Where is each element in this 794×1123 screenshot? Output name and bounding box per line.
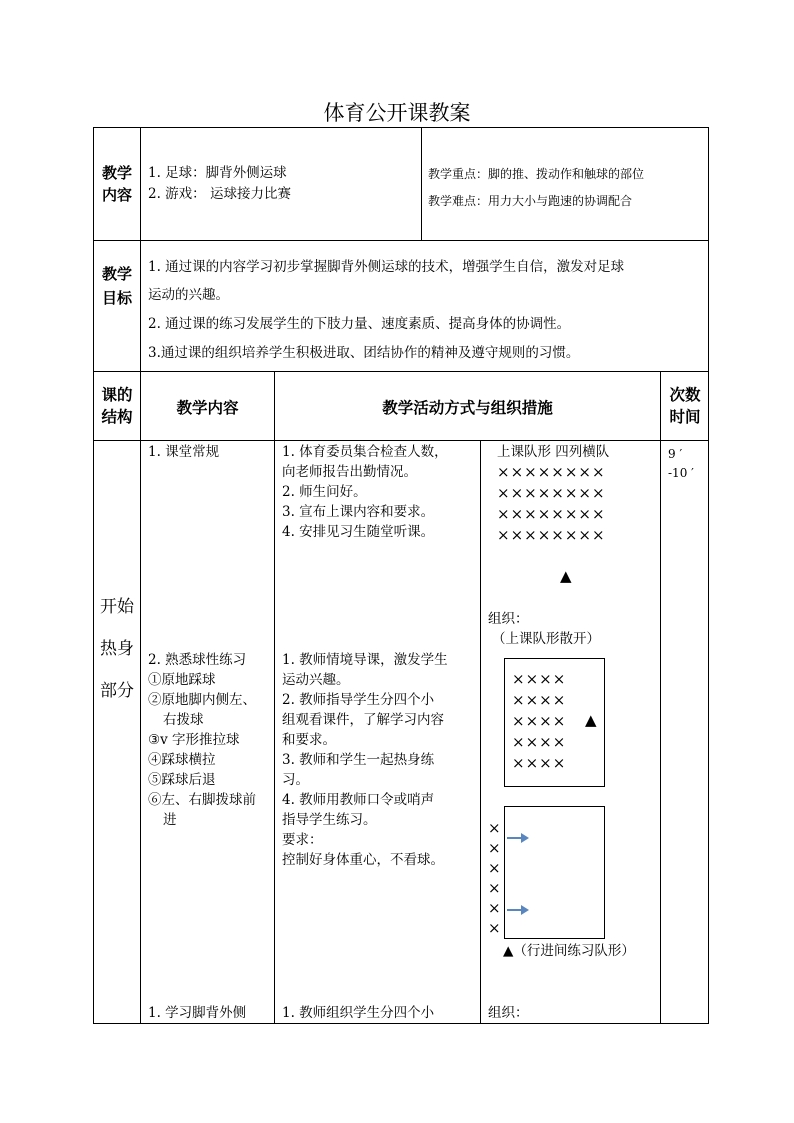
org-note: （上课队形散开） <box>492 631 600 647</box>
section-label-content: 教学内容 <box>101 164 132 204</box>
warmup-content-2 <box>148 650 256 830</box>
difficulty-point: 教学难点：用力大小与跑速的协调配合 <box>428 194 633 208</box>
cross-mark: × <box>488 919 502 937</box>
activity-line: 要求： <box>282 832 323 848</box>
goal-1-line-2: 运动的兴趣。 <box>148 287 229 303</box>
grid-line <box>140 240 141 371</box>
activity-line: 1. 体育委员集合检查人数， <box>282 444 448 460</box>
arrow-right-icon <box>507 909 527 911</box>
content-line: 右拨球 <box>163 712 204 728</box>
activities-1 <box>282 442 448 542</box>
org-label-2: 组织： <box>488 1005 529 1021</box>
content-line: ④踩球横拉 <box>148 752 216 768</box>
content-line: ①原地踩球 <box>148 672 216 688</box>
activity-line: 4. 教师用教师口令或哨声 <box>282 792 435 808</box>
warmup-content-3: 1. 学习脚背外侧 <box>148 1005 247 1021</box>
box-row: ×××× <box>512 712 567 730</box>
travel-caption: ▲（行进间练习队形） <box>503 943 635 959</box>
teacher-marker: ▲ <box>560 567 572 585</box>
content-line: 进 <box>163 812 177 828</box>
cross-mark: × <box>488 899 502 917</box>
content-line: 2. 熟悉球性练习 <box>148 652 247 668</box>
goal-1-line-1: 1. 通过课的内容学习初步掌握脚背外侧运球的技术，增强学生自信，激发对足球 <box>148 259 625 275</box>
activity-line: 3. 宣布上课内容和要求。 <box>282 504 435 520</box>
header-structure: 课的结构 <box>101 386 133 426</box>
grid-line <box>480 440 481 1023</box>
grid-line <box>708 127 709 1024</box>
content-item-1: 1. 足球：脚背外侧运球 <box>148 165 287 181</box>
section-warmup-label: 开始热身部分 <box>100 597 134 701</box>
section-label-goals: 教学目标 <box>101 265 132 307</box>
activity-line: 2. 教师指导学生分四个小 <box>282 692 435 708</box>
grid-line <box>93 127 709 128</box>
grid-line <box>93 240 709 241</box>
activity-line: 组观看课件，了解学习内容 <box>282 712 444 728</box>
formation-row: ×××××××× <box>497 505 606 523</box>
activity-line: 习。 <box>282 772 309 788</box>
page-title: 体育公开课教案 <box>323 101 471 125</box>
content-line: ⑥左、右脚拨球前 <box>148 792 256 808</box>
grid-line <box>93 1023 709 1024</box>
grid-line <box>421 127 422 240</box>
header-activities: 教学活动方式与组织措施 <box>382 399 553 417</box>
grid-line <box>93 127 94 1024</box>
content-line: ③v 字形推拉球 <box>148 732 240 748</box>
cross-mark: × <box>488 839 502 857</box>
formation-row: ×××××××× <box>497 526 606 544</box>
formation-row: ×××××××× <box>497 463 606 481</box>
formation-title: 上课队形 四列横队 <box>497 444 610 460</box>
cross-mark: × <box>488 819 502 837</box>
warmup-content-1: 1. 课堂常规 <box>148 444 220 460</box>
header-time: 次数时间 <box>669 386 701 426</box>
box-row: ×××× <box>512 733 567 751</box>
grid-line <box>93 371 709 372</box>
time-line-1: 9 ′ <box>668 447 683 461</box>
activity-line: 3. 教师和学生一起热身练 <box>282 752 435 768</box>
activity-line: 向老师报告出勤情况。 <box>282 464 417 480</box>
key-point: 教学重点：脚的推、拨动作和触球的部位 <box>428 167 645 181</box>
grid-line <box>140 371 141 1023</box>
teacher-marker: ▲ <box>585 711 597 729</box>
time-line-2: -10 ′ <box>668 466 694 480</box>
box-row: ×××× <box>512 754 567 772</box>
activity-line: 1. 教师情境导课，激发学生 <box>282 652 448 668</box>
content-line: ②原地脚内侧左、 <box>148 692 256 708</box>
grid-line <box>140 127 141 240</box>
activity-line: 和要求。 <box>282 732 336 748</box>
grid-line <box>93 440 709 441</box>
activity-line: 指导学生练习。 <box>282 812 377 828</box>
cross-mark: × <box>488 859 502 877</box>
goal-2: 2. 通过课的练习发展学生的下肢力量、速度素质、提高身体的协调性。 <box>148 316 571 332</box>
grid-line <box>660 371 661 1023</box>
box-row: ×××× <box>512 691 567 709</box>
org-label: 组织： <box>488 611 529 627</box>
activity-line: 控制好身体重心，不看球。 <box>282 852 444 868</box>
cross-mark: × <box>488 879 502 897</box>
activity-line: 4. 安排见习生随堂听课。 <box>282 524 435 540</box>
box-row: ×××× <box>512 670 567 688</box>
goal-3: 3.通过课的组织培养学生积极进取、团结协作的精神及遵守规则的习惯。 <box>148 345 580 361</box>
activity-line: 运动兴趣。 <box>282 672 350 688</box>
activities-3: 1. 教师组织学生分四个小 <box>282 1005 435 1021</box>
arrow-right-icon <box>507 837 527 839</box>
content-line: ⑤踩球后退 <box>148 772 216 788</box>
header-content: 教学内容 <box>176 399 239 417</box>
travel-drill-box <box>504 806 605 939</box>
activity-line: 2. 师生问好。 <box>282 484 367 500</box>
formation-row: ×××××××× <box>497 484 606 502</box>
grid-line <box>274 371 275 1023</box>
content-item-2: 2. 游戏： 运球接力比赛 <box>148 186 291 202</box>
activities-2 <box>282 650 448 870</box>
